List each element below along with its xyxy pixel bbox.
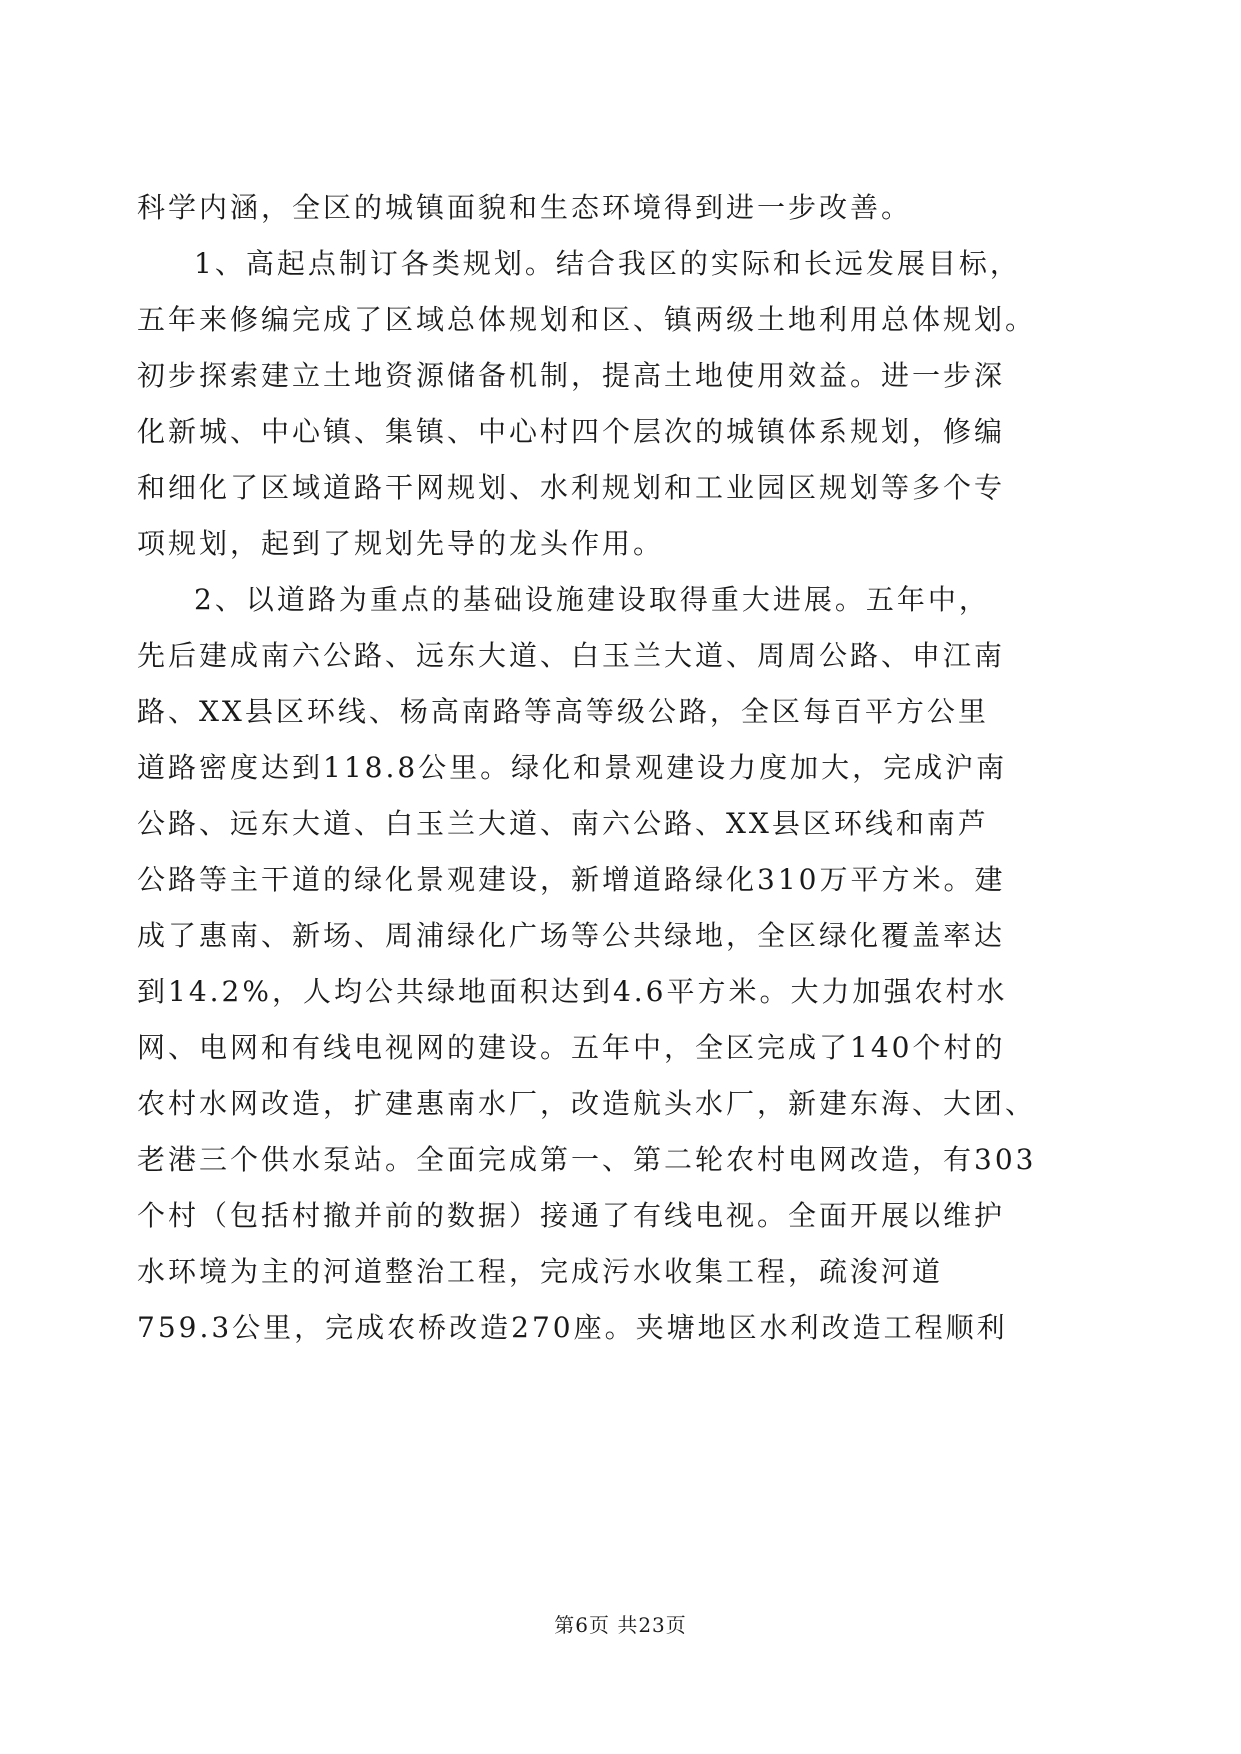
text-line: 项规划，起到了规划先导的龙头作用。	[137, 527, 665, 560]
text-line: 初步探索建立土地资源储备机制，提高土地使用效益。进一步深	[137, 359, 1006, 392]
text-line: 五年来修编完成了区域总体规划和区、镇两级土地利用总体规划。	[137, 303, 1037, 336]
text-line: 2、以道路为重点的基础设施建设取得重大进展。五年中，	[194, 583, 990, 616]
text-line: 化新城、中心镇、集镇、中心村四个层次的城镇体系规划，修编	[137, 415, 1006, 448]
text-line: 个村（包括村撤并前的数据）接通了有线电视。全面开展以维护	[137, 1199, 1006, 1232]
text-line: 1、高起点制订各类规划。结合我区的实际和长远发展目标，	[194, 247, 1021, 280]
text-line: 759.3公里，完成农桥改造270座。夹塘地区水利改造工程顺利	[137, 1311, 1008, 1344]
page-number-footer: 第6页 共23页	[554, 1613, 687, 1637]
text-line: 科学内涵，全区的城镇面貌和生态环境得到进一步改善。	[137, 191, 913, 224]
text-line: 公路、远东大道、白玉兰大道、南六公路、XX县区环线和南芦	[137, 807, 989, 840]
text-line: 道路密度达到118.8公里。绿化和景观建设力度加大，完成沪南	[137, 751, 1008, 784]
text-line: 水环境为主的河道整治工程，完成污水收集工程，疏浚河道	[137, 1255, 944, 1288]
text-line: 到14.2%，人均公共绿地面积达到4.6平方米。大力加强农村水	[137, 975, 1008, 1008]
text-line: 和细化了区域道路干网规划、水利规划和工业园区规划等多个专	[137, 471, 1006, 504]
text-line: 成了惠南、新场、周浦绿化广场等公共绿地，全区绿化覆盖率达	[137, 919, 1006, 952]
text-line: 路、XX县区环线、杨高南路等高等级公路，全区每百平方公里	[137, 695, 989, 728]
text-line: 公路等主干道的绿化景观建设，新增道路绿化310万平方米。建	[137, 863, 1006, 896]
text-line: 网、电网和有线电视网的建设。五年中，全区完成了140个村的	[137, 1031, 1006, 1064]
text-line: 农村水网改造，扩建惠南水厂，改造航头水厂，新建东海、大团、	[137, 1087, 1037, 1120]
text-line: 老港三个供水泵站。全面完成第一、第二轮农村电网改造，有303	[137, 1143, 1037, 1176]
text-line: 先后建成南六公路、远东大道、白玉兰大道、周周公路、申江南	[137, 639, 1006, 672]
